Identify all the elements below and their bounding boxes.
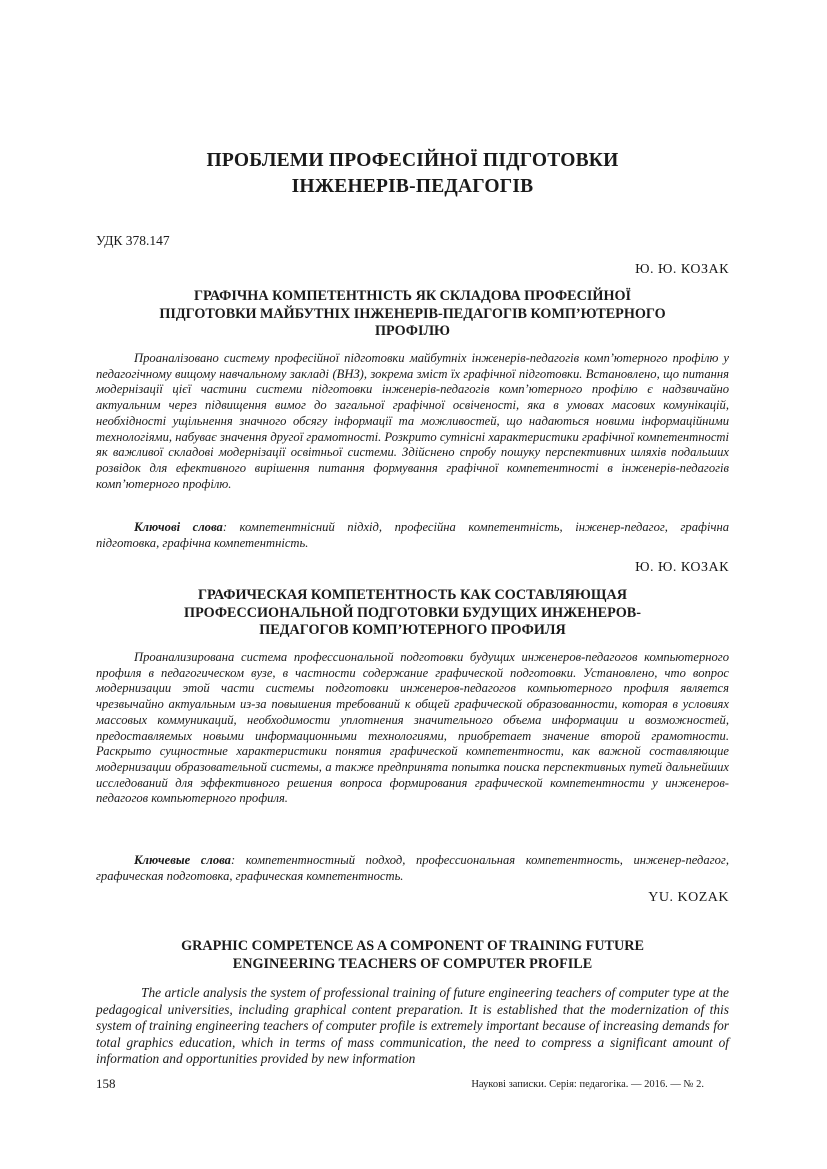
title-line: ГРАФІЧНА КОМПЕТЕНТНІСТЬ ЯК СКЛАДОВА ПРОФЕСІЙНОЇ	[193, 288, 632, 304]
article-title-en	[96, 938, 729, 973]
section-title	[96, 148, 729, 200]
section-title-line: ІНЖЕНЕРІВ-ПЕДАГОГІВ	[291, 176, 534, 197]
keywords-ru	[96, 853, 729, 884]
keywords-label: Ключевые слова	[134, 853, 231, 867]
author-en: YU. KOZAK	[648, 890, 729, 905]
keywords-text: : компетентнісний підхід, професійна компетентність, інженер-педагог, графічна підготовка, графічна компетентність.	[96, 520, 729, 550]
title-line: ENGINEERING TEACHERS OF COMPUTER PROFILE	[232, 955, 593, 972]
title-line: ПЕДАГОГОВ КОМП’ЮТЕРНОГО ПРОФИЛЯ	[259, 622, 566, 638]
title-line: ПРОФІЛЮ	[374, 323, 451, 339]
title-line: ПІДГОТОВКИ МАЙБУТНІХ ІНЖЕНЕРІВ-ПЕДАГОГІВ КОМП’ЮТЕРНОГО	[159, 305, 666, 322]
title-line: ГРАФИЧЕСКАЯ КОМПЕТЕНТНОСТЬ КАК СОСТАВЛЯЮЩАЯ	[198, 587, 627, 603]
section-title-line: ПРОБЛЕМИ ПРОФЕСІЙНОЇ ПІДГОТОВКИ	[206, 150, 619, 171]
author-uk: Ю. Ю. КОЗАК	[635, 262, 729, 277]
title-line: ПРОФЕССИОНАЛЬНОЙ ПОДГОТОВКИ БУДУЩИХ ИНЖЕНЕРОВ-	[184, 604, 641, 621]
abstract-ru: Проанализирована система профессиональной подготовки будущих инженеров-педагогов компьютерного профиля в педагогическом вузе, в частности содержание графической подготовки. Установлено, что вопрос модернизации этой части системы подготовки инженеров-педагогов компьютерного профиля является чрезвычайно актуальным из-за повышения требований к общей графической образованности, которая в условиях массовых коммуникаций, необходимости уплотнения значительного объема информации и возможностей, предоставляемых новыми информационными технологиями, приобретает значение второй грамотности. Раскрыто сущностные характеристики понятия графической компетентности, как важной составляющие модернизации образовательной системы, а также предпринята попытка поиска перспективных путей дальнейших исследований для эффективного решения вопроса формирования графической компетентности у инженеров-педагогов компьютерного профиля.	[96, 650, 729, 806]
article-title-ru	[96, 587, 729, 640]
keywords-text: : компетентностный подход, профессиональная компетентность, инженер-педагог, графическая подготовка, графическая компетентность.	[96, 853, 729, 883]
udk-code: УДК 378.147	[96, 233, 170, 248]
author-ru: Ю. Ю. КОЗАК	[635, 560, 729, 575]
page-number: 158	[96, 1076, 116, 1091]
abstract-en: The article analysis the system of professional training of future engineering teachers of computer type at the pedagogical universities, including graphical content preparation. It is established that the modernization of this system of training engineering teachers of computer profile is extremely important because of increasing demands for total graphics education, which in terms of mass communication, the need to compress a significant amount of information and opportunities provided by new information	[96, 985, 729, 1066]
article-title-uk	[96, 288, 729, 341]
keywords-label: Ключові слова	[134, 520, 223, 534]
title-line: GRAPHIC COMPETENCE AS A COMPONENT OF TRAINING FUTURE	[181, 938, 644, 954]
journal-footer: Наукові записки. Серія: педагогіка. — 2016. — № 2.	[471, 1079, 704, 1090]
abstract-uk: Проаналізовано систему професійної підготовки майбутніх інженерів-педагогів комп’ютерного профілю у педагогічному вищому навчальному закладі (ВНЗ), зокрема зміст їх графічної підготовки. Встановлено, що питання модернізації цієї частини системи підготовки інженерів-педагогів комп’ютерного профілю є надзвичайно актуальним через підвищення вимог до загальної графічної освіченості, яка в умовах масових комунікацій, необхідності ущільнення значного обсягу інформації та можливостей, що надаються новими інформаційними технологіями, набуває значення другої грамотності. Розкрито сутнісні характеристики графічної компетентності як важливої складові модернізації освітньої системи. Здійснено спробу пошуку перспективних шляхів подальших розвідок для ефективного вирішення питання формування графічної компетентності в інженерів-педагогів комп’ютерного профілю.	[96, 351, 729, 491]
keywords-uk	[96, 520, 729, 551]
